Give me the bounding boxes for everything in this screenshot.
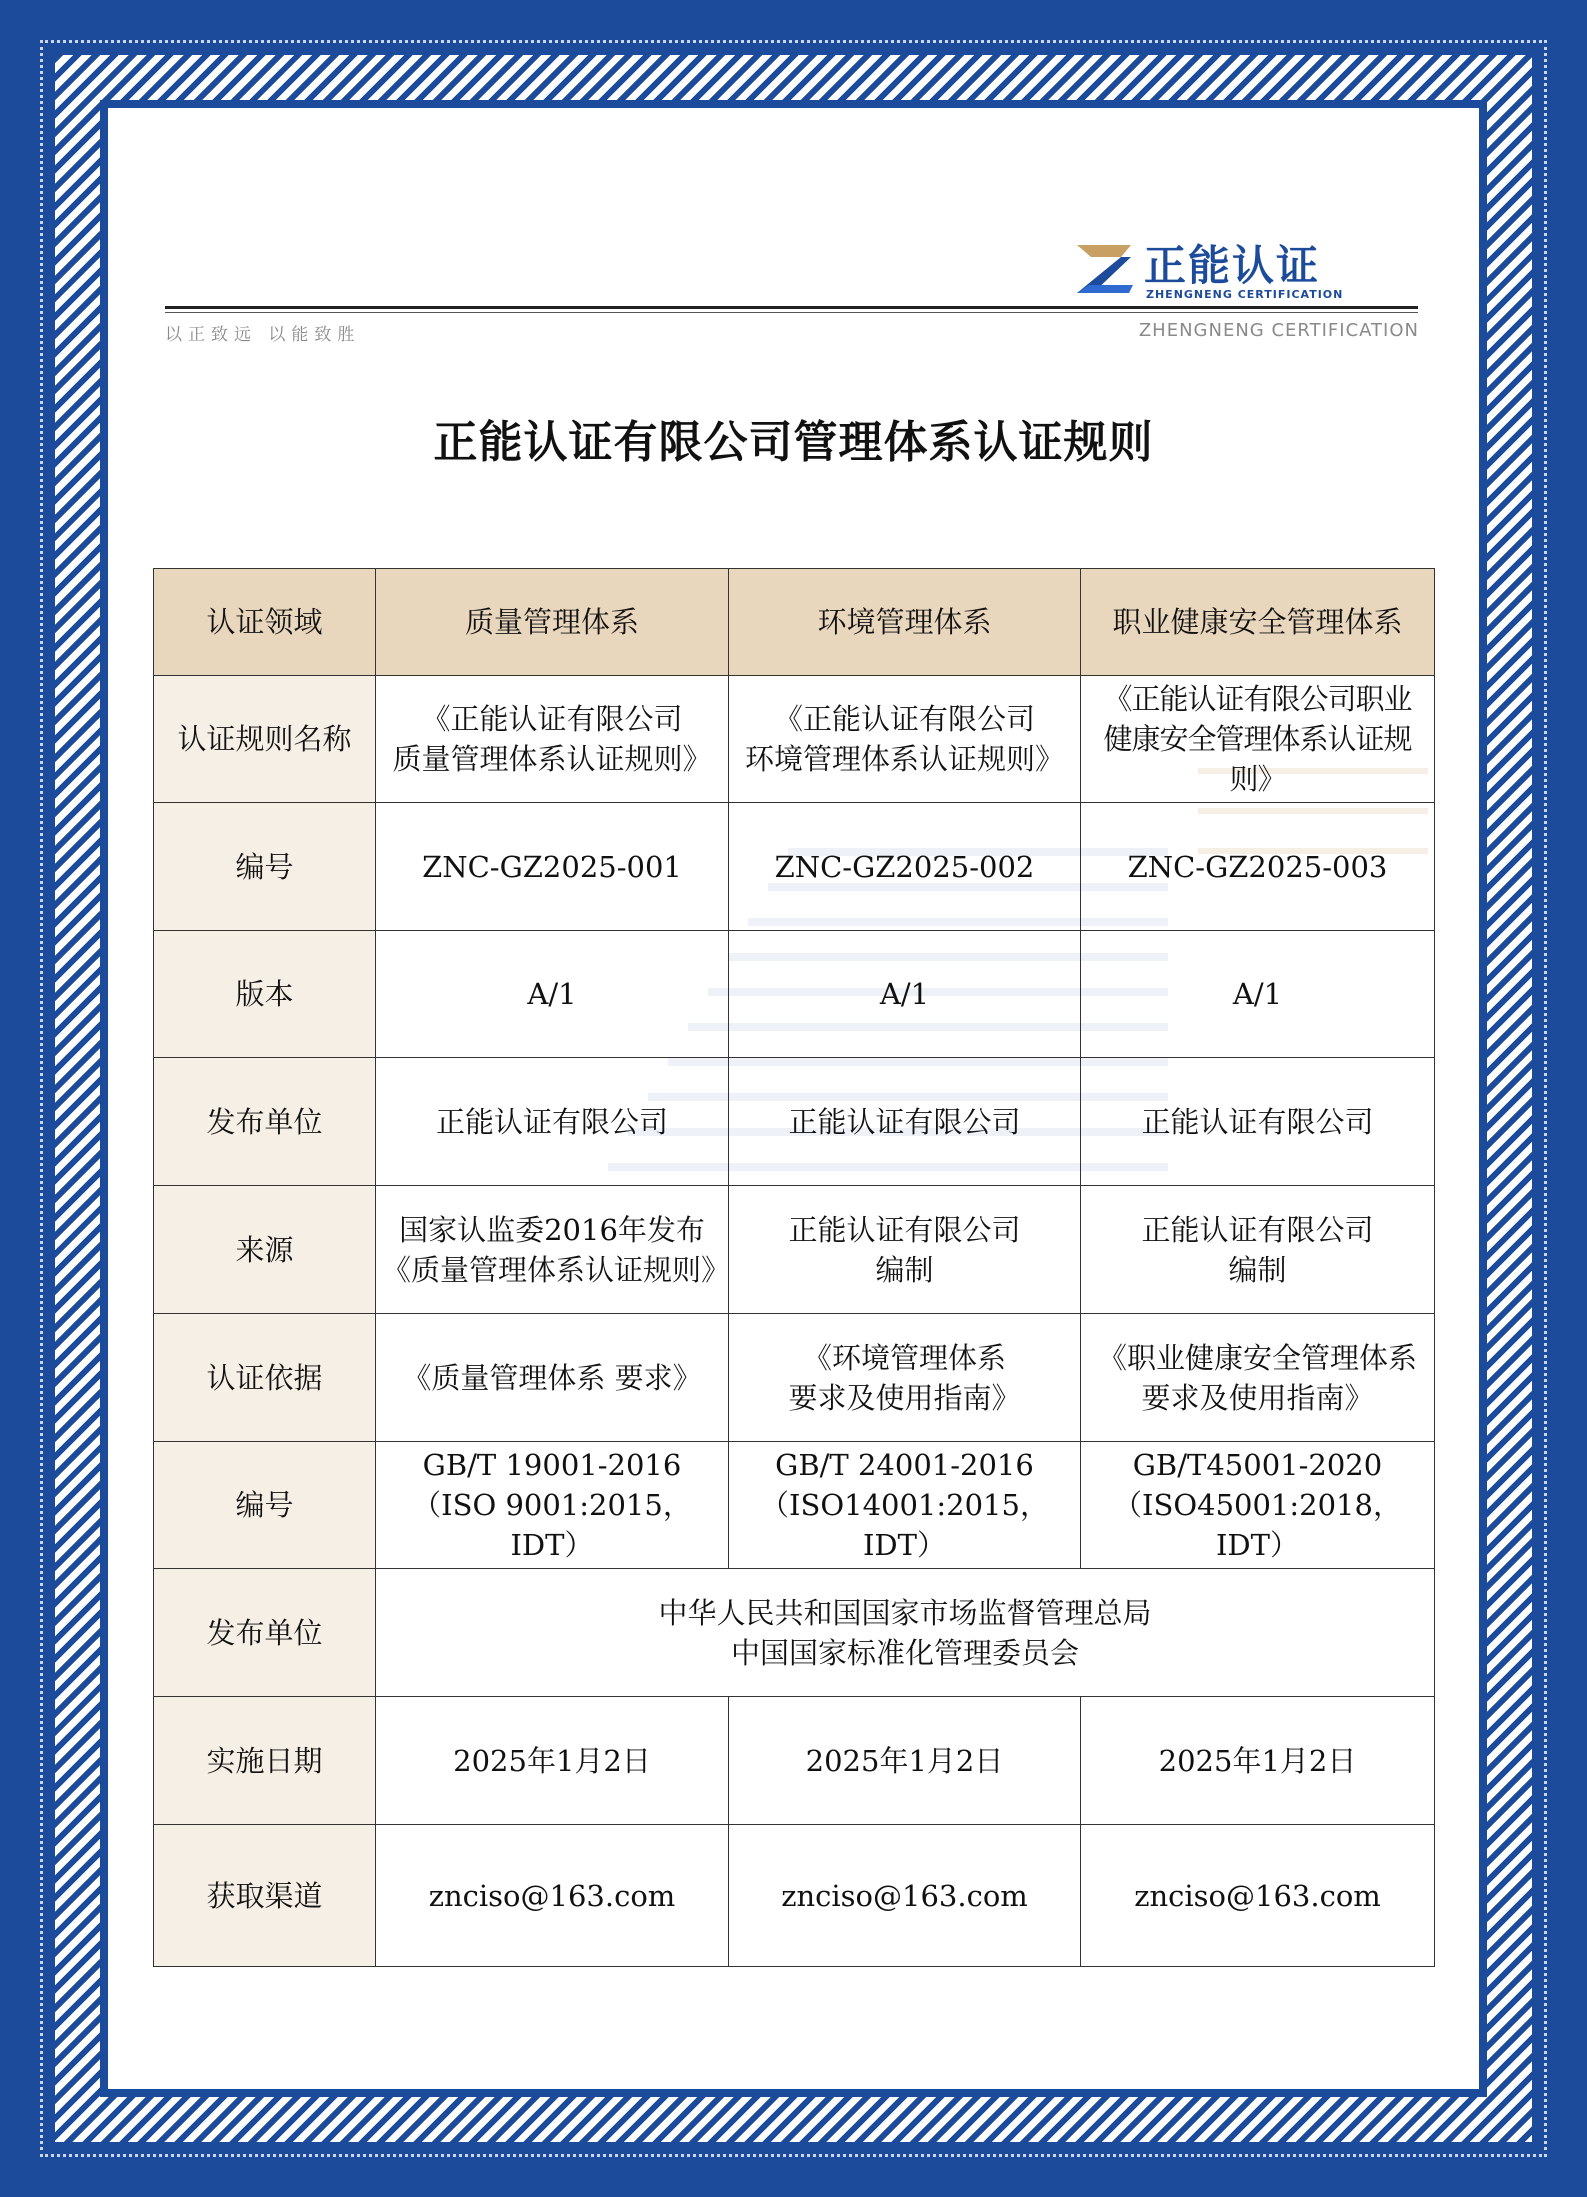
logo-text-cn: 正能认证 — [1144, 241, 1321, 290]
row-label: 版本 — [154, 931, 376, 1058]
table-row — [154, 1697, 1435, 1825]
logo-text-en: ZHENGNENG CERTIFICATION — [1146, 288, 1344, 301]
table-cell: A/1 — [729, 931, 1081, 1058]
table-cell: 2025年1月2日 — [1081, 1697, 1435, 1825]
header-ohs: 职业健康安全管理体系 — [1081, 569, 1435, 676]
table-row — [154, 1314, 1435, 1442]
table-cell: 《质量管理体系 要求》 — [376, 1314, 729, 1442]
table-row — [154, 1186, 1435, 1314]
table-cell-merged: 中华人民共和国国家市场监督管理总局 中国国家标准化管理委员会 — [376, 1569, 1435, 1697]
header-quality: 质量管理体系 — [376, 569, 729, 676]
row-label: 发布单位 — [154, 1569, 376, 1697]
row-label: 编号 — [154, 1442, 376, 1569]
document-title: 正能认证有限公司管理体系认证规则 — [433, 417, 1154, 468]
table-cell-email: znciso@163.com — [729, 1825, 1081, 1967]
table-cell-email: znciso@163.com — [1081, 1825, 1435, 1967]
table-row — [154, 1442, 1435, 1569]
table-cell: 正能认证有限公司 编制 — [1081, 1186, 1435, 1314]
table-row — [154, 1058, 1435, 1186]
table-cell: 2025年1月2日 — [729, 1697, 1081, 1825]
table-cell: 正能认证有限公司 — [729, 1058, 1081, 1186]
table-cell: 国家认监委2016年发布 《质量管理体系认证规则》 — [376, 1186, 729, 1314]
header-environment: 环境管理体系 — [729, 569, 1081, 676]
table-cell: ZNC-GZ2025-002 — [729, 803, 1081, 931]
row-label: 发布单位 — [154, 1058, 376, 1186]
table-cell: ZNC-GZ2025-001 — [376, 803, 729, 931]
header-rule-thin — [165, 312, 1418, 313]
table-row — [154, 931, 1435, 1058]
table-row — [154, 676, 1435, 803]
table-cell: GB/T45001-2020 （ISO45001:2018，IDT） — [1081, 1442, 1435, 1569]
table-cell: 《环境管理体系 要求及使用指南》 — [729, 1314, 1081, 1442]
brand-english: ZHENGNENG CERTIFICATION — [1138, 320, 1419, 341]
row-label: 认证依据 — [154, 1314, 376, 1442]
table-row — [154, 1569, 1435, 1697]
row-label: 编号 — [154, 803, 376, 931]
table-row — [154, 1825, 1435, 1967]
table-cell: 《职业健康安全管理体系 要求及使用指南》 — [1081, 1314, 1435, 1442]
table-cell: 正能认证有限公司 — [376, 1058, 729, 1186]
row-label: 获取渠道 — [154, 1825, 376, 1967]
table-cell: GB/T 24001-2016 （ISO14001:2015，IDT） — [729, 1442, 1081, 1569]
header-label: 认证领域 — [154, 569, 376, 676]
table-row — [154, 803, 1435, 931]
table-cell-email: znciso@163.com — [376, 1825, 729, 1967]
table-cell: A/1 — [376, 931, 729, 1058]
certificate-page — [108, 108, 1479, 2089]
table-cell: 2025年1月2日 — [376, 1697, 729, 1825]
table-header-row — [154, 569, 1435, 676]
certification-rules-table — [153, 568, 1435, 1967]
table-cell: GB/T 19001-2016 （ISO 9001:2015，IDT） — [376, 1442, 729, 1569]
table-cell: 《正能认证有限公司职业 健康安全管理体系认证规则》 — [1081, 676, 1435, 803]
table-cell: A/1 — [1081, 931, 1435, 1058]
table-cell: 《正能认证有限公司 质量管理体系认证规则》 — [376, 676, 729, 803]
company-logo — [1069, 233, 1344, 313]
header-rule — [165, 306, 1418, 309]
table-cell: 正能认证有限公司 — [1081, 1058, 1435, 1186]
table-cell: ZNC-GZ2025-003 — [1081, 803, 1435, 931]
row-label: 实施日期 — [154, 1697, 376, 1825]
table-cell: 《正能认证有限公司 环境管理体系认证规则》 — [729, 676, 1081, 803]
z-logo-icon — [1069, 239, 1139, 299]
row-label: 来源 — [154, 1186, 376, 1314]
slogan: 以正致远 以能致胜 — [165, 325, 361, 345]
row-label: 认证规则名称 — [154, 676, 376, 803]
table-cell: 正能认证有限公司 编制 — [729, 1186, 1081, 1314]
